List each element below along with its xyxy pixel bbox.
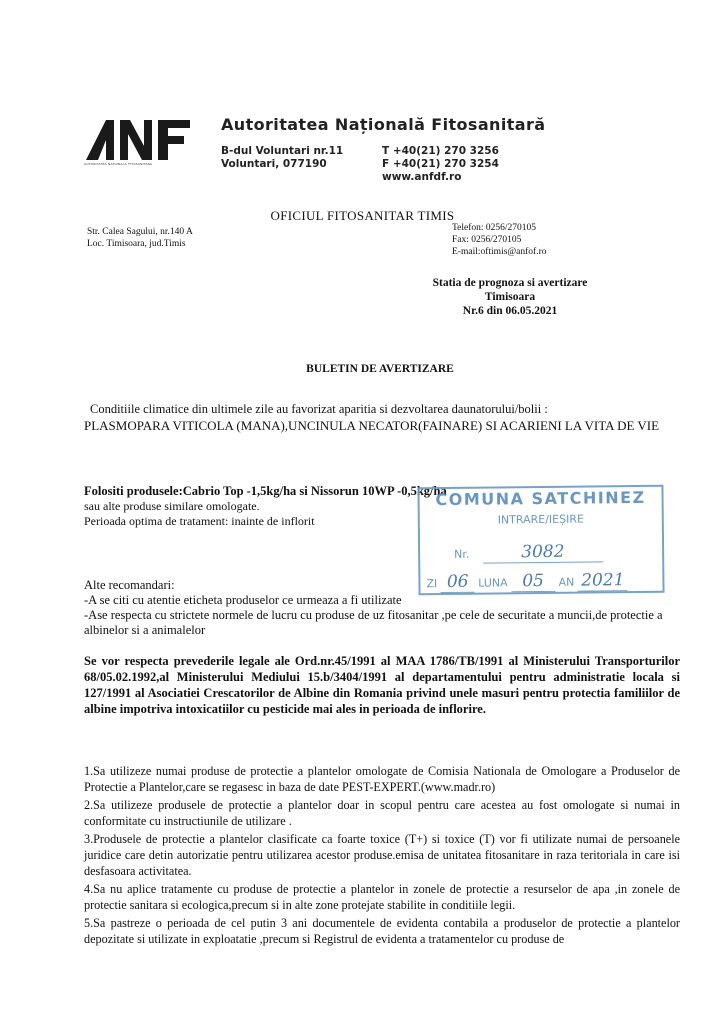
agency-fax: F +40(21) 270 3254 [382,158,499,170]
products-main: Folositi produsele:Cabrio Top -1,5kg/ha si Nissorun 10WP -0,5kg/ha [84,484,447,498]
bulletin-title: BULETIN DE AVERTIZARE [306,363,454,375]
products-period: Perioada optima de tratament: inainte de inflorit [84,514,315,528]
rule-item: 3.Produsele de protectie a plantelor clasificate ca foarte toxice (T+) si toxice (T) vor fi utilizate numai de persoanele juridice care detin autorizatie pentru utilizarea acestor produse.emisa de unitatea fitosanitare in raza teritoriala in care isi desfasoara activitatea. [84,832,680,878]
office-locality: Loc. Timisoara, jud.Timis [87,239,186,249]
station-line2: Timisoara [484,291,536,303]
agency-name: Autoritatea Națională Fitosanitară [221,115,546,134]
address-line1: B-dul Voluntari nr.11 [221,145,344,157]
agency-contact [382,145,499,184]
office-email: E-mail:oftimis@anfof.ro [452,247,547,257]
station-line1: Statia de prognoza si avertizare [432,277,588,289]
stamp-direction: INTRARE/IEȘIRE [497,512,584,527]
stamp-luna-value: 05 [522,570,545,592]
anf-logo-icon [84,118,192,162]
other-recommendations [84,575,684,638]
station-line3: Nr.6 din 06.05.2021 [462,305,558,317]
stamp-name: COMUNA SATCHINEZ [435,487,646,510]
other-item1: -A se citi cu atentie eticheta produselor ce urmeaza a fi utilizate [84,593,402,607]
agency-address [221,145,343,171]
anf-logo [84,118,192,162]
office-telefon: Telefon: 0256/270105 [452,223,537,233]
stamp-nr-value: 3082 [521,541,565,563]
disease-text: PLASMOPARA VITICOLA (MANA),UNCINULA NECATOR(FAINARE) SI ACARIENI LA VITA DE VIE [84,418,660,433]
intro-text: Conditiile climatice din ultimele zile au favorizat aparitia si dezvoltarea daunatorului/bolii : [90,402,548,416]
products-alt: sau alte produse similare omologate. [84,499,260,513]
legal-paragraph: Se vor respecta prevederile legale ale Ord.nr.45/1991 al MAA 1786/TB/1991 al Ministerului Transporturilor 68/05.02.1992,al Ministerului Mediului 15.b/3404/1991 al departamentului pentru administratie locala si 127/1991 al Asociatiei Crescatorilor de Albine din Romania privind unele masuri pentru protectia familiilor de albine impotriva intoxicatiilor cu pesticide mai ales in perioada de inflorire. [84,654,680,716]
rules-list [84,763,680,949]
station-block [380,276,640,318]
agency-website: www.anfdf.ro [382,171,462,183]
logo-subtext: AUTORITATEA NATIONALA FITOSANITARA [84,162,153,166]
office-name: OFICIUL FITOSANITAR TIMIS [270,208,455,223]
rule-item: 2.Sa utilizeze produsele de protectie a plantelor doar in scopul pentru care acestea au fost omologate si numai in conformitate cu instructiunile de utilizare . [84,798,680,828]
stamp-zi-value: 06 [446,571,469,592]
agency-phone: T +40(21) 270 3256 [382,145,499,157]
stamp-luna-label: LUNA [478,576,508,590]
stamp-nr-label: Nr. [454,547,470,561]
rule-item: 4.Sa nu aplice tratamente cu produse de protectie a plantelor in zonele de protectie a resurselor de apa ,in zonele de protectie sanitara si ecologica,precum si in alte zone protejate stabilite in conditiile legii. [84,882,680,912]
office-contact [452,222,547,258]
stamp-an-value: 2021 [581,570,625,591]
stamp-an-label: AN [558,575,575,589]
rule-item: 1.Sa utilizeze numai produse de protectie a plantelor omologate de Comisia Nationala de Omologare a Produselor de Protectie a Plantelor,care se regasesc in baza de date PEST-EXPERT.(www.madr.ro) [84,764,680,794]
stamp-zi-label: ZI [426,577,438,591]
other-title: Alte recomandari: [84,578,175,592]
other-item2: -Ase respecta cu strictete normele de lucru cu produse de uz fitosanitar ,pe cele de securitate a muncii,de protectie a albinelor si a animalelor [84,608,663,637]
rule-item: 5.Sa pastreze o perioada de cel putin 3 ani documentele de evidenta contabila a produselor de protectie a plantelor depozitate si utilizate in exploatatie ,precum si Registrul de evidenta a tratamentelor cu produse de [84,916,680,946]
office-fax: Fax: 0256/270105 [452,235,522,245]
office-address [87,226,193,250]
office-street: Str. Calea Sagului, nr.140 A [87,227,193,237]
stamp-nr-row [454,541,603,564]
products-block [84,484,447,529]
address-line2: Voluntari, 077190 [221,158,327,170]
